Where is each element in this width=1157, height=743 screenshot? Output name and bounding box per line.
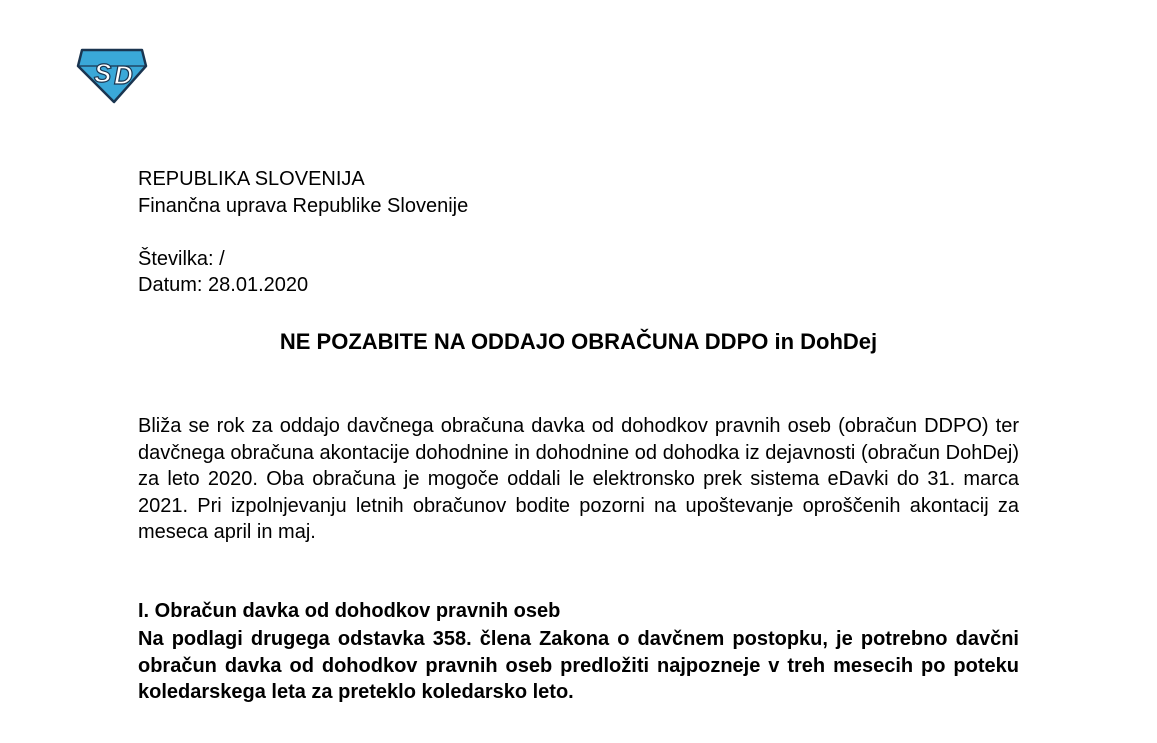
svg-text:S: S [94,58,112,88]
intro-paragraph: Bliža se rok za oddajo davčnega obračuna davka od dohodkov pravnih oseb (obračun DDPO) ter davčnega obračuna akontacije dohodnine in dohodnine od dohodka iz dejavnosti (obračun DohDej) za leto 2020. Oba obračuna je mogoče oddali le elektronsko prek sistema eDavki do 31. marca 2021. Pri izpolnjevanju letnih obračunov bodite pozorni na upoštevanje oproščenih akontacij za meseca april in maj. [138,415,1019,543]
country-name: REPUBLIKA SLOVENIJA [138,168,365,190]
document-date: Datum: 28.01.2020 [138,274,309,296]
diamond-logo-icon [76,44,148,106]
section-heading: I. Obračun davka od dohodkov pravnih oseb [138,600,561,622]
authority-name: Finančna uprava Republike Slovenije [138,195,469,217]
svg-text:D: D [114,60,133,90]
document-number: Številka: / [138,248,225,270]
document-title: NE POZABITE NA ODDAJO OBRAČUNA DDPO in DohDej [279,329,878,354]
section-paragraph: Na podlagi drugega odstavka 358. člena Zakona o davčnem postopku, je potrebno davčni obračun davka od dohodkov pravnih oseb predložiti najpozneje v treh mesecih po poteku koledarskega leta za preteklo koledarsko leto. [138,628,1019,703]
